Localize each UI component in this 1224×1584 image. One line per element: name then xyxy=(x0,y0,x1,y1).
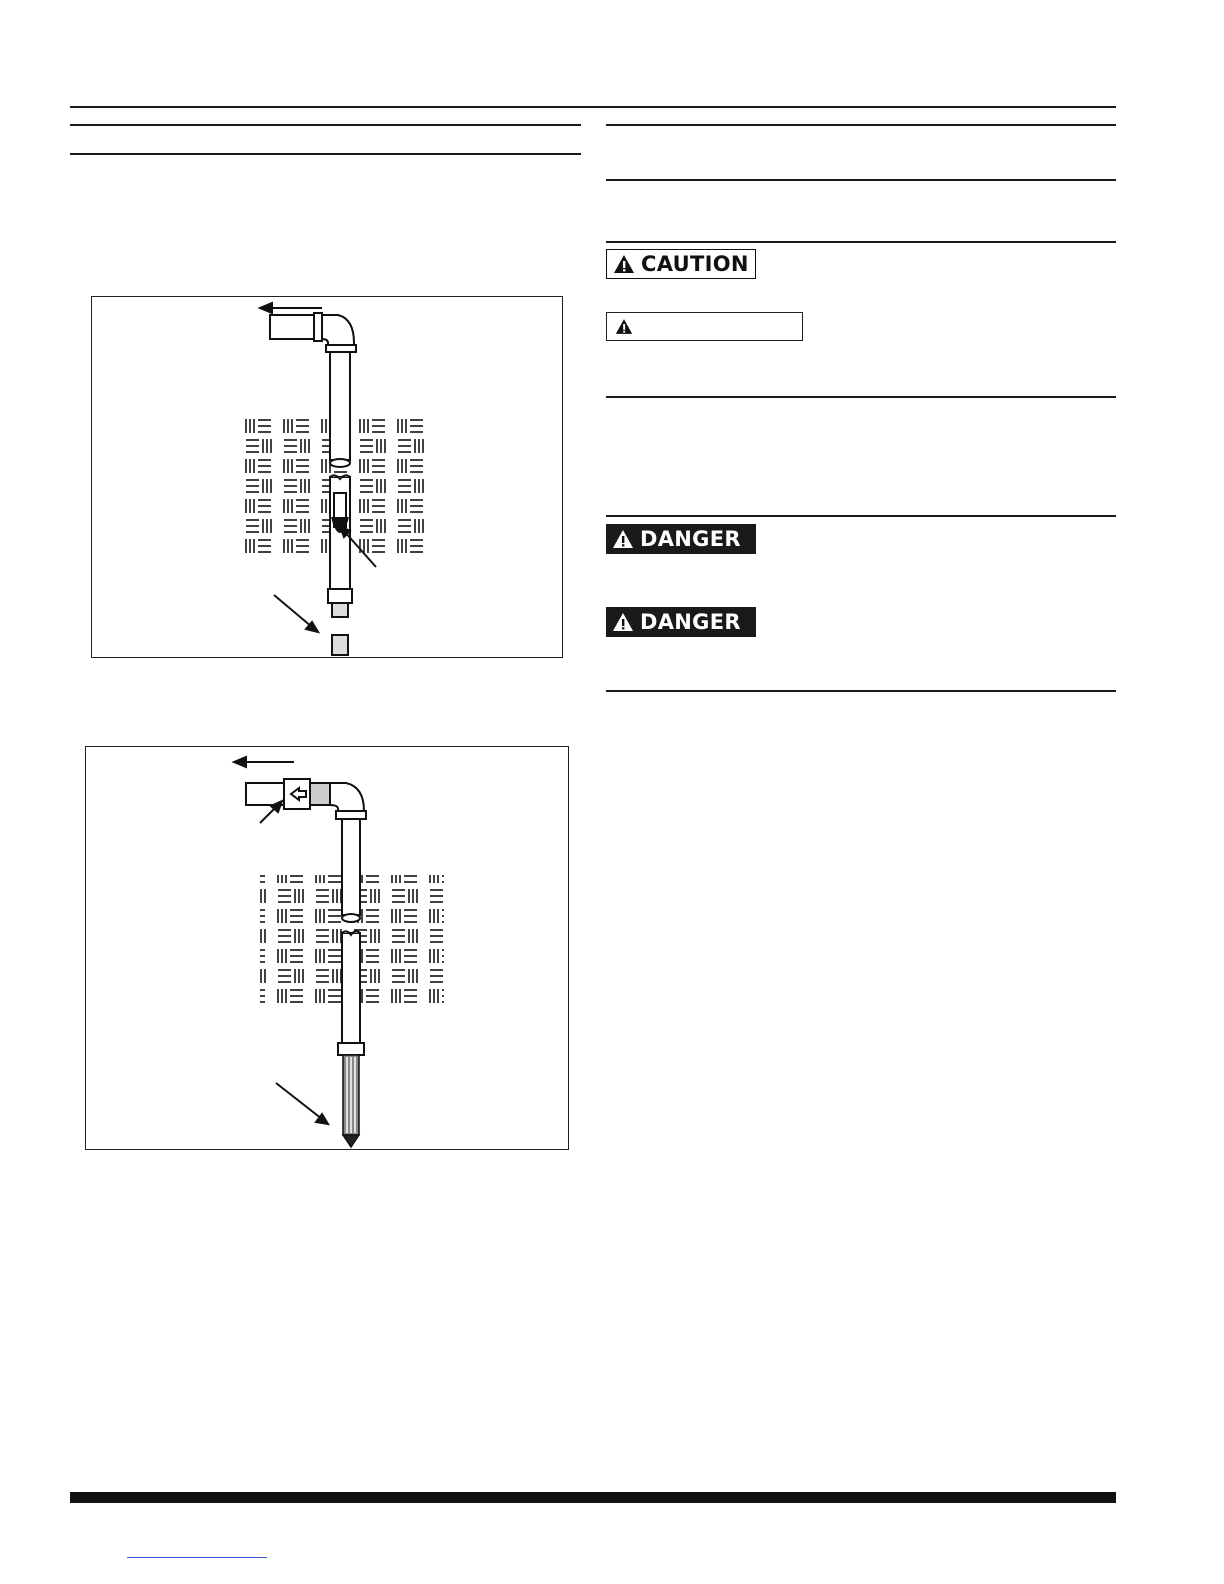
danger-label: DANGER xyxy=(640,527,741,551)
warning-box xyxy=(606,312,803,341)
left-column-rule-top xyxy=(70,124,581,126)
caution-label: CAUTION xyxy=(641,252,749,276)
right-column-rule-6 xyxy=(606,690,1116,692)
right-column-rule-top xyxy=(606,124,1116,126)
left-column-rule-2 xyxy=(70,153,581,155)
right-column-rule-4 xyxy=(606,396,1116,398)
danger-badge-2 xyxy=(606,607,756,637)
right-column-rule-3 xyxy=(606,241,1116,243)
danger-label: DANGER xyxy=(640,610,741,634)
danger-badge-1 xyxy=(606,524,756,554)
warning-triangle-icon xyxy=(613,254,635,274)
well-pipe xyxy=(338,819,364,1055)
screen-pointer-arrow xyxy=(276,1083,328,1124)
footer-bar xyxy=(70,1492,1116,1503)
foot-coupling xyxy=(328,589,352,655)
footer-link-underline[interactable] xyxy=(127,1557,267,1558)
right-column-rule-5 xyxy=(606,515,1116,517)
well-screen xyxy=(343,1055,359,1147)
figure-1-drawing xyxy=(92,297,562,657)
figure-1-pipe-with-check-valve xyxy=(91,296,563,658)
discharge-pipe xyxy=(270,313,356,352)
figure-2-drawing xyxy=(86,747,568,1149)
warning-triangle-icon xyxy=(615,318,633,335)
strainer-pointer-arrow xyxy=(274,595,318,632)
discharge-pipe xyxy=(246,779,366,819)
warning-triangle-icon xyxy=(612,612,634,632)
caution-badge xyxy=(606,249,756,279)
right-column-rule-2 xyxy=(606,179,1116,181)
figure-2-pipe-with-inline-valve xyxy=(85,746,569,1150)
flow-arrow xyxy=(234,757,294,767)
header-rule xyxy=(70,106,1116,108)
warning-triangle-icon xyxy=(612,529,634,549)
flow-arrow xyxy=(260,303,322,313)
